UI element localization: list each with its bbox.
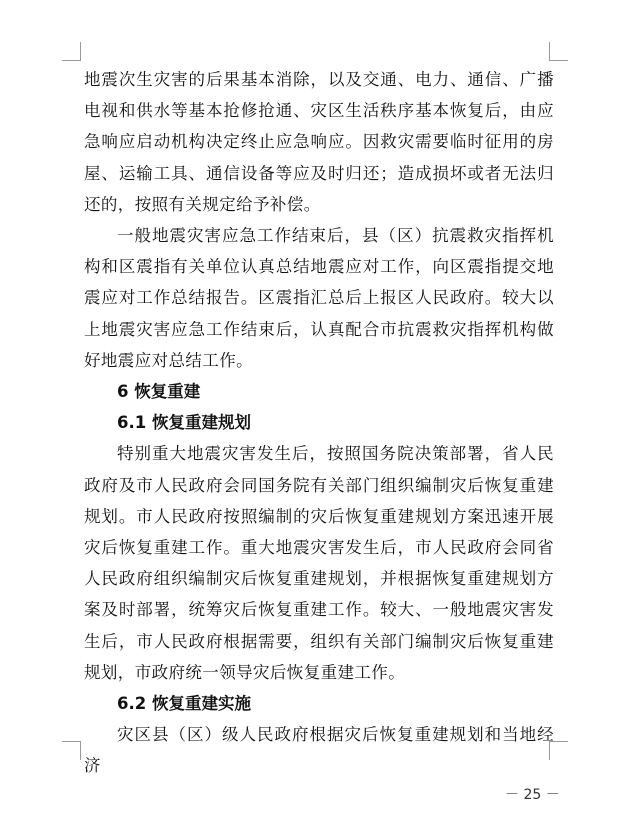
section-heading-6-2: 6.2 恢复重建实施 [117,694,251,714]
paragraph-reconstruction-planning: 特别重大地震灾害发生后，按照国务院决策部署，省人民政府及市人民政府会同国务院有关部门组织编制灾后恢复重建规划。市人民政府按照编制的灾后恢复重建规划方案迅速开展灾后恢复重建工作。重大地震灾害发生后，市人民政府会同省人民政府组织编制灾后恢复重建规划，并根据恢复重建规划方案及时部署，统筹灾后恢复重建工作。较大、一般地震灾害发生后，市人民政府根据需要，组织有关部门编制灾后恢复重建规划，市政府统一领导灾后恢复重建工作。 [84,444,554,682]
paragraph-reconstruction-implementation: 灾区县（区）级人民政府根据灾后恢复重建规划和当地经济 [84,725,554,776]
page-number: － 25 － [505,787,560,803]
crop-mark-bottom-left [62,741,81,760]
section-heading-6: 6 恢复重建 [117,382,201,402]
paragraph-emergency-termination: 地震次生灾害的后果基本消除，以及交通、电力、通信、广播电视和供水等基本抢修抢通、灾区生活秩序基本恢复后，由应急响应启动机构决定终止应急响应。因救灾需要临时征用的房屋、运输工具、通信设备等应及时归还；造成损坏或者无法归还的，按照有关规定给予补偿。 [84,70,554,214]
section-heading-6-1: 6.1 恢复重建规划 [117,413,251,433]
crop-mark-top-left [62,42,81,61]
document-body [84,64,554,782]
paragraph-emergency-summary: 一般地震灾害应急工作结束后，县（区）抗震救灾指挥机构和区震指有关单位认真总结地震应对工作，向区震指提交地震应对工作总结报告。区震指汇总后上报区人民政府。较大以上地震灾害应急工作结束后，认真配合市抗震救灾指挥机构做好地震应对总结工作。 [84,226,554,370]
crop-mark-top-right [549,42,568,61]
